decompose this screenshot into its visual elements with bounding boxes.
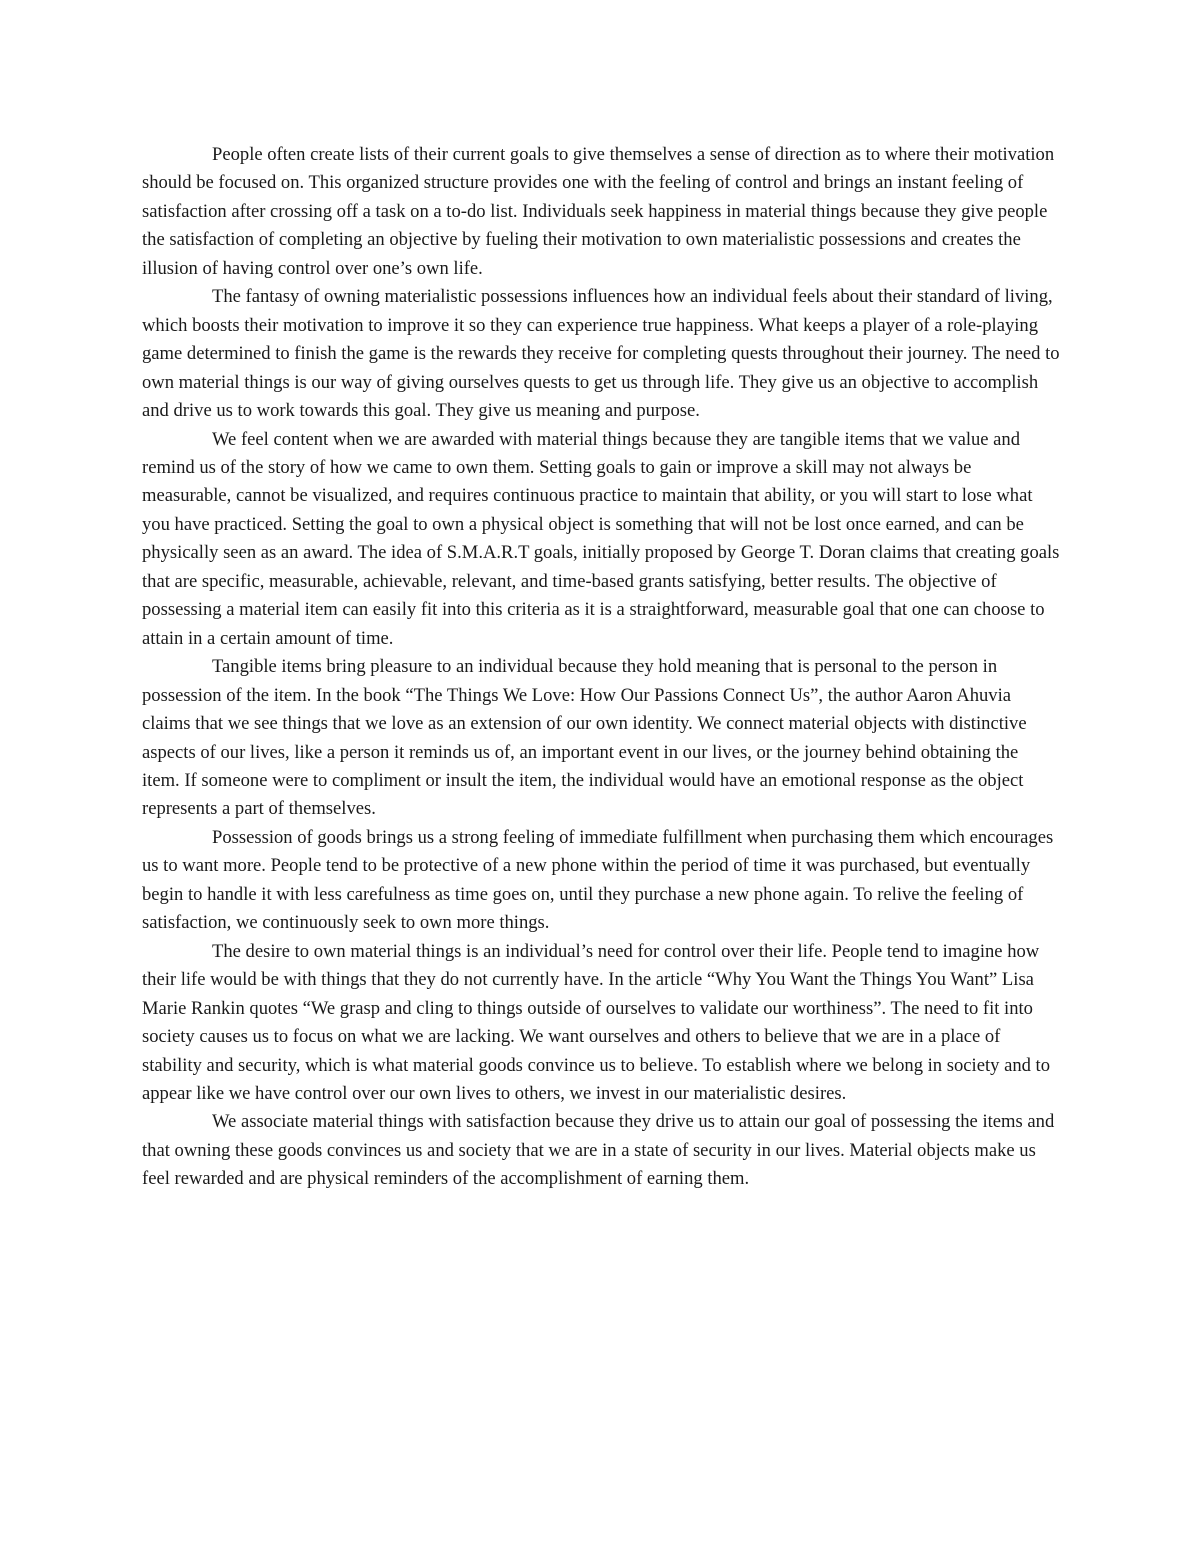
paragraph-2: The fantasy of owning materialistic possessions influences how an individual feels about their standard of living, which boosts their motivation to improve it so they can experience true happiness. What keeps a player of a role-playing game determined to finish the game is the rewards they receive for completing quests throughout their journey. The need to own material things is our way of giving ourselves quests to get us through life. They give us an objective to accomplish and drive us to work towards this goal. They give us meaning and purpose. — [142, 286, 1060, 422]
paragraph-6: The desire to own material things is an individual’s need for control over their life. People tend to imagine how their life would be with things that they do not currently have. In the article “Why You Want the Things You Want” Lisa Marie Rankin quotes “We grasp and cling to things outside of ourselves to validate our worthiness”. The need to fit into society causes us to focus on what we are lacking. We want ourselves and others to believe that we are in a place of stability and security, which is what material goods convince us to believe. To establish where we belong in society and to appear like we have control over our own lives to others, we invest in our materialistic desires. — [142, 940, 1051, 1104]
document-body — [142, 141, 1060, 1194]
paragraph-3: We feel content when we are awarded with material things because they are tangible items that we value and remind us of the story of how we came to own them. Setting goals to gain or improve a skill may not always be measurable, cannot be visualized, and requires continuous practice to maintain that ability, or you will start to lose what you have practiced. Setting the goal to own a physical object is something that will not be lost once earned, and can be physically seen as an award. The idea of S.M.A.R.T goals, initially proposed by George T. Doran claims that creating goals that are specific, measurable, achievable, relevant, and time-based grants satisfying, better results. The objective of possessing a material item can easily fit into this criteria as it is a straightforward, measurable goal that one can choose to attain in a certain amount of time. — [142, 428, 1060, 649]
paragraph-5: Possession of goods brings us a strong feeling of immediate fulfillment when purchasing them which encourages us to want more. People tend to be protective of a new phone within the period of time it was purchased, but eventually begin to handle it with less carefulness as time goes on, until they purchase a new phone again. To relive the feeling of satisfaction, we continuously seek to own more things. — [142, 826, 1054, 934]
paragraph-7: We associate material things with satisfaction because they drive us to attain our goal of possessing the items and that owning these goods convinces us and society that we are in a state of security in our lives. Material objects make us feel rewarded and are physical reminders of the accomplishment of earning them. — [142, 1111, 1055, 1190]
paragraph-1: People often create lists of their current goals to give themselves a sense of direction as to where their motivation should be focused on. This organized structure provides one with the feeling of control and brings an instant feeling of satisfaction after crossing off a task on a to-do list. Individuals seek happiness in material things because they give people the satisfaction of completing an objective by fueling their motivation to own materialistic possessions and creates the illusion of having control over one’s own life. — [142, 144, 1055, 279]
paragraph-4: Tangible items bring pleasure to an individual because they hold meaning that is personal to the person in possession of the item. In the book “The Things We Love: How Our Passions Connect Us”, the author Aaron Ahuvia claims that we see things that we love as an extension of our own identity. We connect material objects with distinctive aspects of our lives, like a person it reminds us of, an important event in our lives, or the journey behind obtaining the item. If someone were to compliment or insult the item, the individual would have an emotional response as the object represents a part of themselves. — [142, 656, 1027, 820]
